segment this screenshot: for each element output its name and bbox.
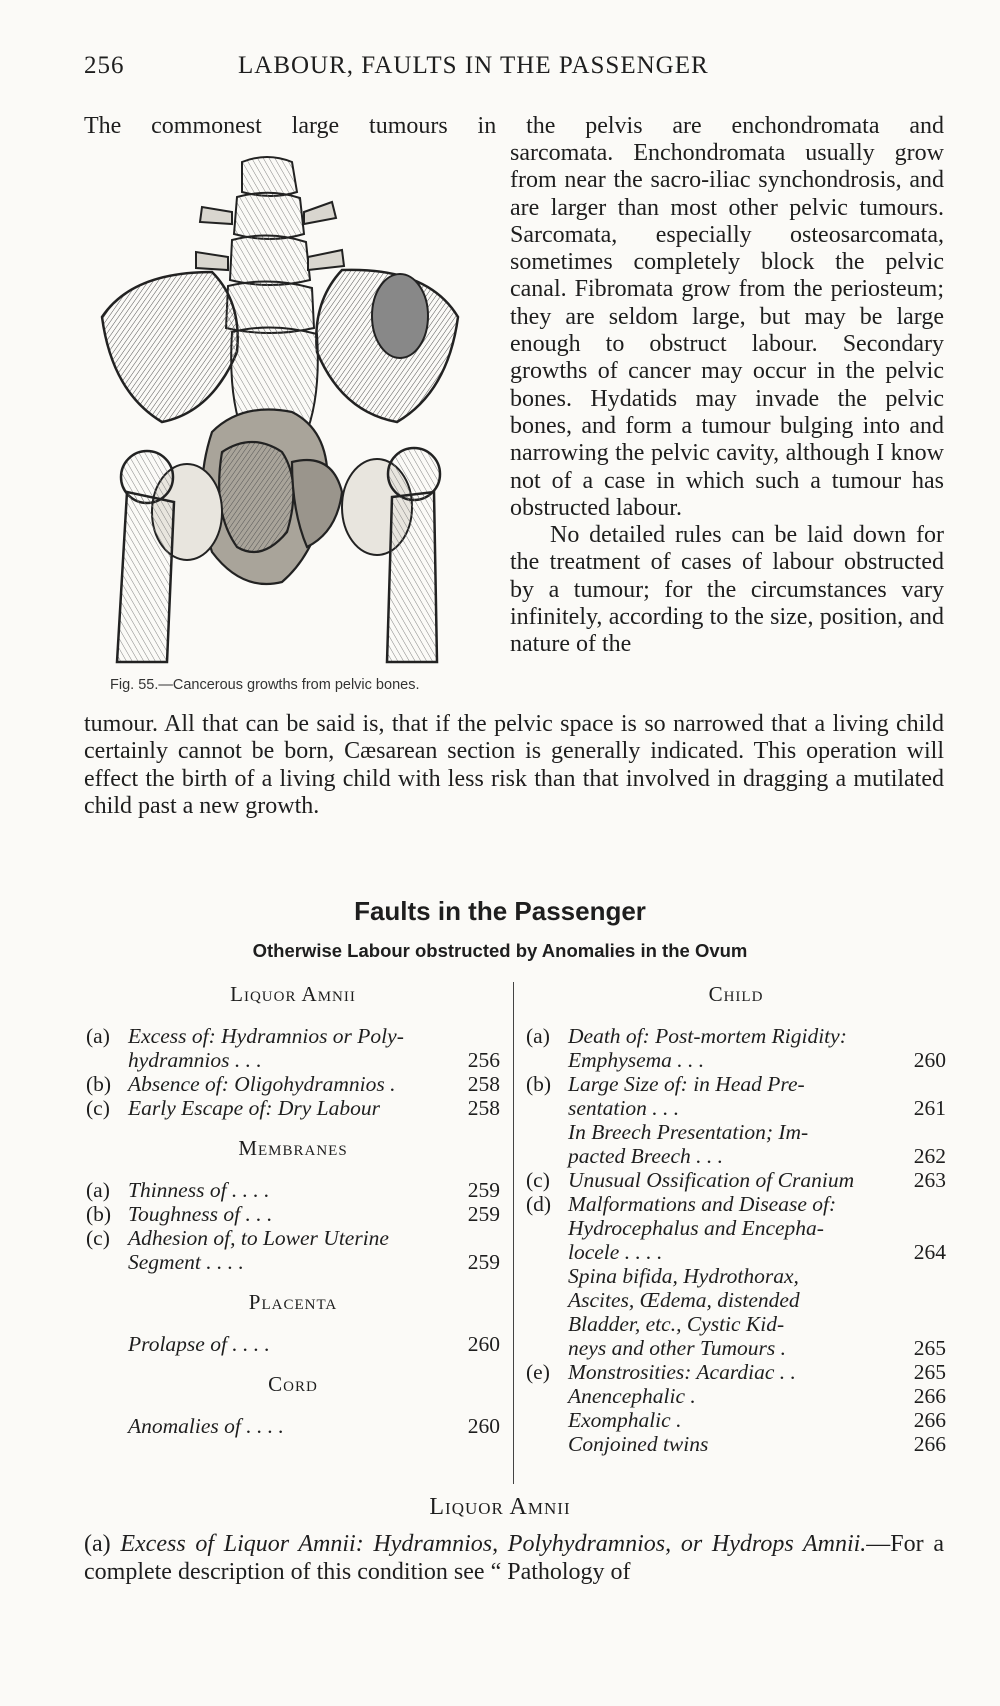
entry-label: (a)	[86, 1178, 110, 1202]
contents-entry	[526, 1168, 946, 1192]
entry-label: (c)	[526, 1168, 550, 1192]
contents-entry	[86, 1226, 500, 1250]
entry-text: Exomphalic .	[568, 1408, 682, 1432]
liquor-amnii-heading: Liquor Amnii	[230, 982, 356, 1006]
contents-entry	[526, 1144, 946, 1168]
column-divider	[513, 982, 514, 1484]
entry-page-number	[898, 1024, 946, 1048]
placenta-heading: Placenta	[248, 1290, 338, 1314]
contents-entry	[86, 1250, 500, 1274]
entry-text: Adhesion of, to Lower Uterine	[128, 1226, 389, 1250]
intro-continuation: tumour. All that can be said is, that if the pelvic space is so narrowed that a living child certainly cannot be born, Cæsarean section is generally indicated. This operation will effect the birth of a living child with less risk than that involved in dragging a mutilated child past a new growth.	[84, 711, 944, 819]
section-title: Faults in the Passenger	[354, 896, 646, 926]
entry-page-number: 259	[467, 1178, 500, 1202]
contents-entry	[526, 1336, 946, 1360]
entry-page-number	[898, 1216, 946, 1240]
contents-entry	[526, 1216, 946, 1240]
entry-label	[526, 1096, 568, 1120]
entry-label: (d)	[526, 1192, 552, 1216]
figure-caption: Fig. 55.—Cancerous growths from pelvic bones.	[110, 677, 420, 693]
entry-text: In Breech Presentation; Im-	[568, 1120, 809, 1144]
intro-first-line: The commonest large tumours in the pelvis are enchondromata and	[84, 113, 944, 139]
membrane-items-list	[86, 1178, 500, 1274]
entry-text: Segment . . . .	[128, 1250, 244, 1274]
pelvis-engraving	[92, 152, 468, 672]
entry-page-number: 260	[913, 1048, 946, 1072]
entry-label: (c)	[86, 1096, 110, 1120]
entry-page-number: 260	[467, 1414, 500, 1438]
entry-text: Anencephalic .	[568, 1384, 696, 1408]
entry-text: Absence of: Oligohydramnios .	[128, 1072, 396, 1096]
entry-text: Malformations and Disease of:	[568, 1192, 837, 1216]
entry-label	[526, 1288, 568, 1312]
entry-page-number	[898, 1312, 946, 1336]
entry-text: Excess of: Hydramnios or Poly-	[128, 1024, 404, 1048]
cord-heading: Cord	[268, 1372, 318, 1396]
page-number: 256	[84, 52, 125, 79]
entry-text: Large Size of: in Head Pre-	[568, 1072, 805, 1096]
liquor-amnii-section-heading: Liquor Amnii	[429, 1494, 571, 1520]
contents-right-column	[526, 982, 946, 1456]
contents-entry	[526, 1240, 946, 1264]
entry-page-number	[452, 1226, 500, 1250]
cord-items-list	[86, 1414, 500, 1438]
entry-text: pacted Breech . . .	[568, 1144, 724, 1168]
entry-label: (a)	[86, 1024, 110, 1048]
entry-page-number	[452, 1024, 500, 1048]
entry-label	[86, 1250, 128, 1274]
entry-label	[526, 1336, 568, 1360]
contents-entry	[526, 1120, 946, 1144]
entry-text: Death of: Post-mortem Rigidity:	[568, 1024, 847, 1048]
contents-entry	[86, 1072, 500, 1096]
entry-page-number: 259	[467, 1250, 500, 1274]
entry-page-number: 263	[913, 1168, 946, 1192]
entry-page-number: 256	[467, 1048, 500, 1072]
entry-page-number: 264	[913, 1240, 946, 1264]
entry-page-number	[898, 1264, 946, 1288]
contents-entry	[86, 1202, 500, 1226]
entry-label	[86, 1332, 128, 1356]
entry-text: Thinness of . . . .	[128, 1178, 270, 1202]
contents-entry	[526, 1384, 946, 1408]
entry-text: Hydrocephalus and Encepha-	[568, 1216, 824, 1240]
entry-page-number: 266	[913, 1432, 946, 1456]
membranes-heading: Membranes	[238, 1136, 348, 1160]
contents-entry	[86, 1024, 500, 1048]
entry-label: (c)	[86, 1226, 110, 1250]
intro-wrapped-column	[510, 140, 944, 659]
child-heading: Child	[708, 982, 764, 1006]
entry-text: locele . . . .	[568, 1240, 663, 1264]
entry-text: Unusual Ossification of Cranium	[568, 1168, 855, 1192]
contents-entry	[526, 1048, 946, 1072]
entry-page-number: 266	[913, 1384, 946, 1408]
contents-left-column	[86, 982, 500, 1438]
placenta-items-list	[86, 1332, 500, 1356]
italic-lead: Excess of Liquor Amnii: Hydramnios, Polyhydramnios, or Hydrops Amnii.	[120, 1531, 867, 1557]
entry-page-number: 258	[467, 1096, 500, 1120]
entry-text: Emphysema . . .	[568, 1048, 705, 1072]
contents-entry	[526, 1408, 946, 1432]
entry-text: hydramnios . . .	[128, 1048, 262, 1072]
item-label: (a)	[84, 1531, 111, 1557]
contents-entry	[526, 1360, 946, 1384]
entry-page-number: 266	[913, 1408, 946, 1432]
entry-label	[86, 1414, 128, 1438]
entry-label	[526, 1048, 568, 1072]
entry-page-number: 265	[913, 1336, 946, 1360]
entry-page-number	[898, 1120, 946, 1144]
entry-label: (a)	[526, 1024, 550, 1048]
entry-text: neys and other Tumours .	[568, 1336, 786, 1360]
entry-text: sentation . . .	[568, 1096, 680, 1120]
paragraph-rest: —For a complete description of this condition see “ Pathology of	[84, 1531, 944, 1585]
entry-label: (b)	[86, 1202, 112, 1226]
entry-page-number: 261	[913, 1096, 946, 1120]
section-subtitle: Otherwise Labour obstructed by Anomalies in the Ovum	[252, 940, 748, 961]
running-header	[84, 52, 944, 96]
entry-text: Spina bifida, Hydrothorax,	[568, 1264, 799, 1288]
entry-label	[526, 1240, 568, 1264]
entry-page-number: 260	[467, 1332, 500, 1356]
figure-pelvis-illustration	[92, 152, 468, 672]
contents-entry	[526, 1096, 946, 1120]
entry-text: Bladder, etc., Cystic Kid-	[568, 1312, 785, 1336]
entry-label	[526, 1120, 568, 1144]
entry-text: Early Escape of: Dry Labour	[128, 1096, 380, 1120]
entry-page-number	[898, 1072, 946, 1096]
contents-entry	[526, 1024, 946, 1048]
entry-label: (e)	[526, 1360, 550, 1384]
contents-entry	[86, 1414, 500, 1438]
entry-text: Anomalies of . . . .	[128, 1414, 284, 1438]
contents-entry	[526, 1432, 946, 1456]
contents-entry	[526, 1072, 946, 1096]
paragraph-treatment: No detailed rules can be laid down for the treatment of cases of labour obstructed by a tumour; for the circumstances vary infinitely, according to the size, position, and nature of the	[510, 522, 944, 658]
entry-text: Monstrosities: Acardiac . .	[568, 1360, 796, 1384]
entry-page-number: 262	[913, 1144, 946, 1168]
entry-label	[526, 1312, 568, 1336]
entry-text: Conjoined twins	[568, 1432, 709, 1456]
contents-entry	[526, 1264, 946, 1288]
liquor-items-list	[86, 1024, 500, 1120]
entry-text: Toughness of . . .	[128, 1202, 273, 1226]
contents-entry	[86, 1332, 500, 1356]
contents-entry	[526, 1288, 946, 1312]
entry-label	[86, 1048, 128, 1072]
entry-label: (b)	[526, 1072, 552, 1096]
entry-page-number: 265	[913, 1360, 946, 1384]
entry-label	[526, 1144, 568, 1168]
running-title: LABOUR, FAULTS IN THE PASSENGER	[238, 52, 709, 79]
entry-label	[526, 1384, 568, 1408]
contents-entry	[86, 1178, 500, 1202]
paragraph-tumours: sarcomata. Enchondromata usually grow from near the sacro-iliac synchondrosis, and are larger than most other pelvic tumours. Sarcomata, especially osteosarcomata, sometimes completely block the pelvic canal. Fibromata grow from the periosteum; they are seldom large, but may be large enough to obstruct labour. Secondary growths of cancer may occur in the pelvic bones. Hydatids may invade the pelvic bones, and form a tumour bulging into and narrowing the pelvic cavity, although I know not of a case in which such a tumour has obstructed labour.	[510, 140, 944, 521]
contents-entry	[86, 1096, 500, 1120]
contents-entry	[526, 1312, 946, 1336]
contents-entry	[526, 1192, 946, 1216]
entry-label	[526, 1216, 568, 1240]
entry-label	[526, 1264, 568, 1288]
contents-entry	[86, 1048, 500, 1072]
hydramnios-paragraph	[84, 1530, 944, 1586]
entry-page-number	[898, 1192, 946, 1216]
entry-text: Ascites, Œdema, distended	[568, 1288, 800, 1312]
entry-label: (b)	[86, 1072, 112, 1096]
entry-text: Prolapse of . . . .	[128, 1332, 270, 1356]
entry-page-number: 258	[467, 1072, 500, 1096]
entry-label	[526, 1408, 568, 1432]
entry-label	[526, 1432, 568, 1456]
entry-page-number: 259	[467, 1202, 500, 1226]
entry-page-number	[898, 1288, 946, 1312]
child-items-list	[526, 1024, 946, 1456]
